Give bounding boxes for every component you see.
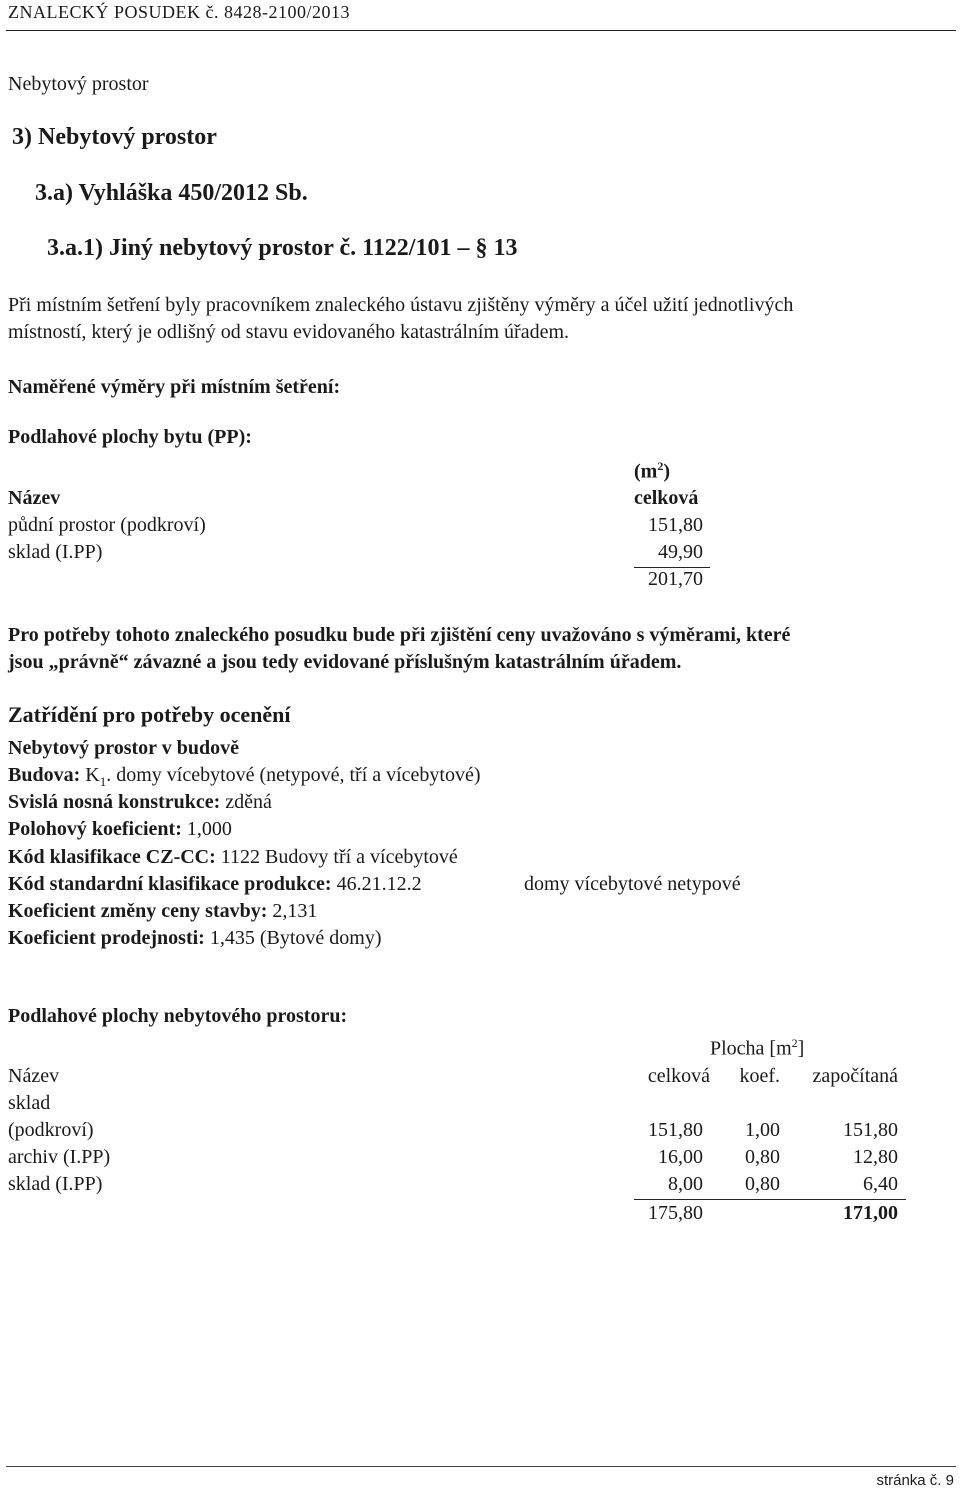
table2-col-total: celková (647, 1065, 710, 1087)
produkce-description: domy vícebytové netypové (524, 873, 741, 895)
notice-line-1: Pro potřeby tohoto znaleckého posudku bude při zjištění ceny uvažováno s výměrami, které (8, 624, 791, 646)
notice-line-2: jsou „právně“ závazné a jsou tedy evidované příslušným katastrálním úřadem. (8, 651, 682, 673)
footer-divider (6, 1466, 956, 1467)
table2-row-name-continued: (podkroví) (8, 1119, 94, 1141)
heading-level-3: 3.a.1) Jiný nebytový prostor č. 1122/101 – § 13 (47, 235, 518, 261)
table1-sum: 201,70 (648, 568, 703, 590)
table2-col-name: Název (8, 1065, 60, 1087)
table2-row-counted: 151,80 (843, 1119, 898, 1141)
classification-title: Zatřídění pro potřeby ocenění (8, 702, 291, 727)
konstrukce-row: Svislá nosná konstrukce: zděná (8, 791, 272, 813)
table1-row-total: 49,90 (658, 541, 703, 563)
measured-areas-title: Naměřené výměry při místním šetření: (8, 376, 341, 398)
table2-row-koef: 1,00 (745, 1119, 780, 1141)
table2-col-koef: koef. (739, 1065, 780, 1087)
table1-unit-header: $(m^2)$ (634, 459, 670, 483)
table2-col-counted: započítaná (812, 1065, 898, 1087)
intro-line-1: Při místním šetření byly pracovníkem znaleckého ústavu zjištěny výměry a účel užití jednotlivých (8, 294, 794, 316)
classification-subtitle: Nebytový prostor v budově (8, 737, 239, 759)
prodejnost-row: Koeficient prodejnosti: 1,435 (Bytové domy) (8, 927, 382, 949)
table2-row-name: sklad (8, 1092, 51, 1114)
page-number: stránka č. 9 (876, 1472, 954, 1489)
heading-level-1: 3) Nebytový prostor (12, 124, 217, 150)
intro-line-2: místností, který je odlišný od stavu evidovaného katastrálním úřadem. (8, 321, 570, 343)
table2-sum-total: 175,80 (648, 1202, 703, 1224)
section-label: Nebytový prostor (8, 73, 149, 95)
table1-col-total: celková (634, 487, 699, 509)
produkce-row: Kód standardní klasifikace produkce: 46.21.12.2 (8, 873, 422, 895)
heading-level-2: 3.a) Vyhláška 450/2012 Sb. (35, 180, 308, 206)
table1-col-name: Název (8, 487, 61, 509)
document-header-title: ZNALECKÝ POSUDEK č. 8428-2100/2013 (8, 2, 350, 22)
pp-title: Podlahové plochy bytu (PP): (8, 426, 252, 448)
table2-row-total: 8,00 (668, 1173, 703, 1195)
zmena-ceny-row: Koeficient změny ceny stavby: 2,131 (8, 900, 318, 922)
table2-row-total: 16,00 (658, 1146, 703, 1168)
table1-row-total: 151,80 (648, 514, 703, 536)
table2-row-koef: 0,80 (745, 1173, 780, 1195)
table2-row-name: archiv (I.PP) (8, 1146, 111, 1168)
header-divider (6, 30, 956, 31)
table2-sum-rule (634, 1199, 906, 1200)
cz-cc-row: Kód klasifikace CZ-CC: 1122 Budovy tří a vícebytové (8, 846, 458, 868)
polohovy-koeficient-row: Polohový koeficient: 1,000 (8, 818, 232, 840)
table2-area-header: Plocha $[m^2]$ (710, 1036, 805, 1060)
np-areas-title: Podlahové plochy nebytového prostoru: (8, 1005, 348, 1027)
table2-row-counted: 12,80 (853, 1146, 898, 1168)
table2-row-name: sklad (I.PP) (8, 1173, 103, 1195)
table2-row-counted: 6,40 (863, 1173, 898, 1195)
table2-sum-counted: 171,00 (843, 1202, 898, 1224)
table2-row-koef: 0,80 (745, 1146, 780, 1168)
budova-row: Budova: $K_1$. domy vícebytové (netypové, tří a vícebytové) (8, 764, 481, 789)
table1-row-name: půdní prostor (podkroví) (8, 514, 206, 536)
table1-row-name: sklad (I.PP) (8, 541, 103, 563)
table2-row-total: 151,80 (648, 1119, 703, 1141)
